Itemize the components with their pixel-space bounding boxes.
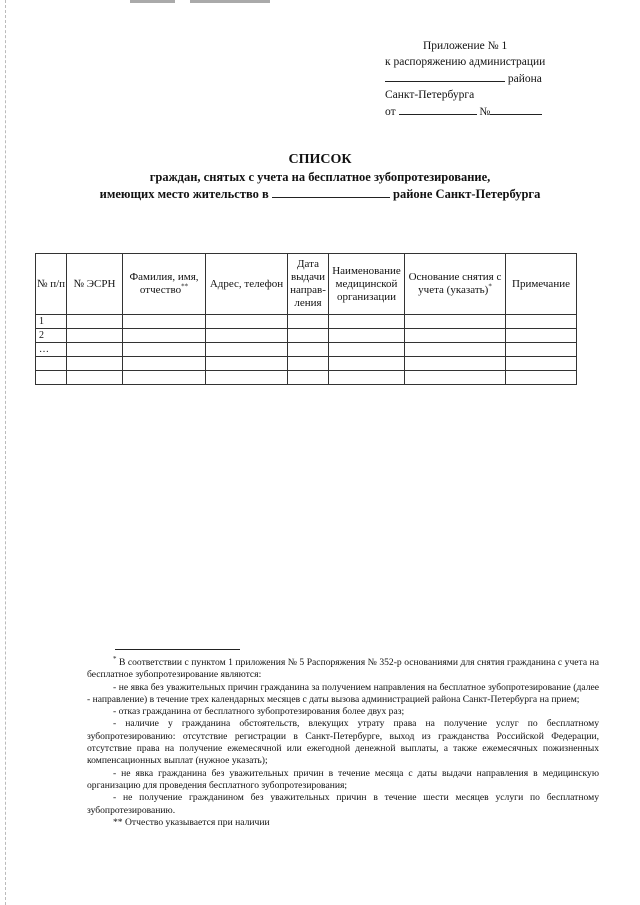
table-row [36,343,577,357]
table-row [36,315,577,329]
footnote-item: - отказ гражданина от бесплатного зубопротезирования более двух раз; [113,706,405,718]
date-from-label: от [385,106,396,118]
table-cell [67,357,123,371]
table-cell [506,371,577,385]
table-cell [123,343,206,357]
table-cell [405,371,506,385]
table-header-row [36,254,577,315]
table-cell [123,357,206,371]
table-cell [123,371,206,385]
table-cell [506,329,577,343]
table-cell [329,357,405,371]
document-subtitle-district [0,186,640,202]
footnote-1-mark: * [113,654,117,663]
table-cell [123,329,206,343]
row-num: 1 [36,315,67,329]
document-subtitle: граждан, снятых с учета на бесплатное зубопротезирование, [149,170,491,184]
footnote-2-mark: ** [113,816,123,828]
table-cell [67,315,123,329]
table-cell [405,329,506,343]
table-cell [67,329,123,343]
appendix-city-line: Санкт-Петербурга [385,89,475,101]
table-cell [206,343,288,357]
table-cell [206,371,288,385]
table-cell [329,315,405,329]
table-row [36,371,577,385]
reason-header-text: Основание снятия с учета (указать) [408,271,502,296]
table-cell [506,343,577,357]
table-cell [506,315,577,329]
table-cell [206,315,288,329]
footnote-item: - не явка без уважительных причин гражданина за получением направления на бесплатное зубопротезирование (далее - направление) в течение трех календарных месяцев с даты вызова администрацией района Санкт-Петербурга на прием; [87,681,599,705]
number-label: № [479,106,491,118]
scan-edge [5,0,7,905]
table-cell [329,371,405,385]
row-num [36,371,67,385]
table-cell [67,343,123,357]
name-header-text: Фамилия, имя, отчество [129,271,199,296]
table-cell [288,357,329,371]
footnote-item: - не получение гражданином без уважительных причин в течение шести месяцев услуги по бесплатному зубопротезированию. [87,792,599,816]
col-org-header: Наименование медицинской организации [329,254,405,315]
footnote-1 [87,654,599,682]
col-name-header [123,254,206,315]
row-num: … [36,343,67,357]
footnote-1-text: В соответствии с пунктом 1 приложения № 5 Распоряжения № 352-р основаниями для снятия гражданина с учета на бесплатное зубопротезирование являются: [87,657,599,681]
number-blank [490,103,542,115]
table-cell [288,371,329,385]
appendix-title: Приложение № 1 [423,40,508,52]
district-title-blank [272,186,390,198]
table-row [36,357,577,371]
table-cell [506,357,577,371]
date-blank [399,103,477,115]
subtitle-suffix: районе Санкт-Петербурга [393,187,541,201]
table-cell [67,371,123,385]
footnote-2 [87,817,599,829]
table-cell [329,329,405,343]
scan-mark [190,0,270,3]
table-row [36,329,577,343]
appendix-order-line: к распоряжению администрации [385,56,546,68]
footnote-item: - не явка гражданина без уважительных причин в течение месяца с даты выдачи направления в медицинскую организацию для проведения бесплатного зубопротезирования; [87,767,599,791]
district-blank [385,70,505,82]
table-cell [206,357,288,371]
table-cell [405,315,506,329]
col-num-header: № п/п [36,254,67,315]
footnote-item: - наличие у гражданина обстоятельств, влекущих утрату права на получение услуг по бесплатному зубопротезированию: отсутствие регистрации в Санкт-Петербурге, выход из гражданства Российской Федерации, отсутствие права на получение ежемесячной или ежегодной денежной выплаты, а также ежемесячных пожизненных компенсационных выплат (нужное указать); [87,718,599,767]
subtitle-prefix: имеющих место жительство в [99,187,269,201]
col-reason-header [405,254,506,315]
table-cell [329,343,405,357]
table-cell [288,329,329,343]
footnote-2-text: Отчество указывается при наличии [125,816,270,828]
table-cell [405,343,506,357]
table-cell [288,315,329,329]
footnotes [87,654,599,829]
table-cell [206,329,288,343]
name-footnote-mark: ** [181,282,189,291]
reason-footnote-mark: * [488,282,492,291]
appendix-date-line [385,103,585,120]
col-esrn-header: № ЭСРН [67,254,123,315]
col-address-header: Адрес, телефон [206,254,288,315]
document-heading: СПИСОК [288,152,352,167]
table-cell [288,343,329,357]
table-cell [123,315,206,329]
citizens-table [35,253,577,385]
row-num: 2 [36,329,67,343]
col-note-header: Примечание [506,254,577,315]
district-label: района [507,73,542,85]
scan-mark [130,0,175,3]
row-num [36,357,67,371]
appendix-block [385,38,585,120]
table-cell [405,357,506,371]
appendix-district-line [385,70,585,87]
col-date-header: Дата выдачи направ-ления [288,254,329,315]
footnote-separator [115,649,240,650]
